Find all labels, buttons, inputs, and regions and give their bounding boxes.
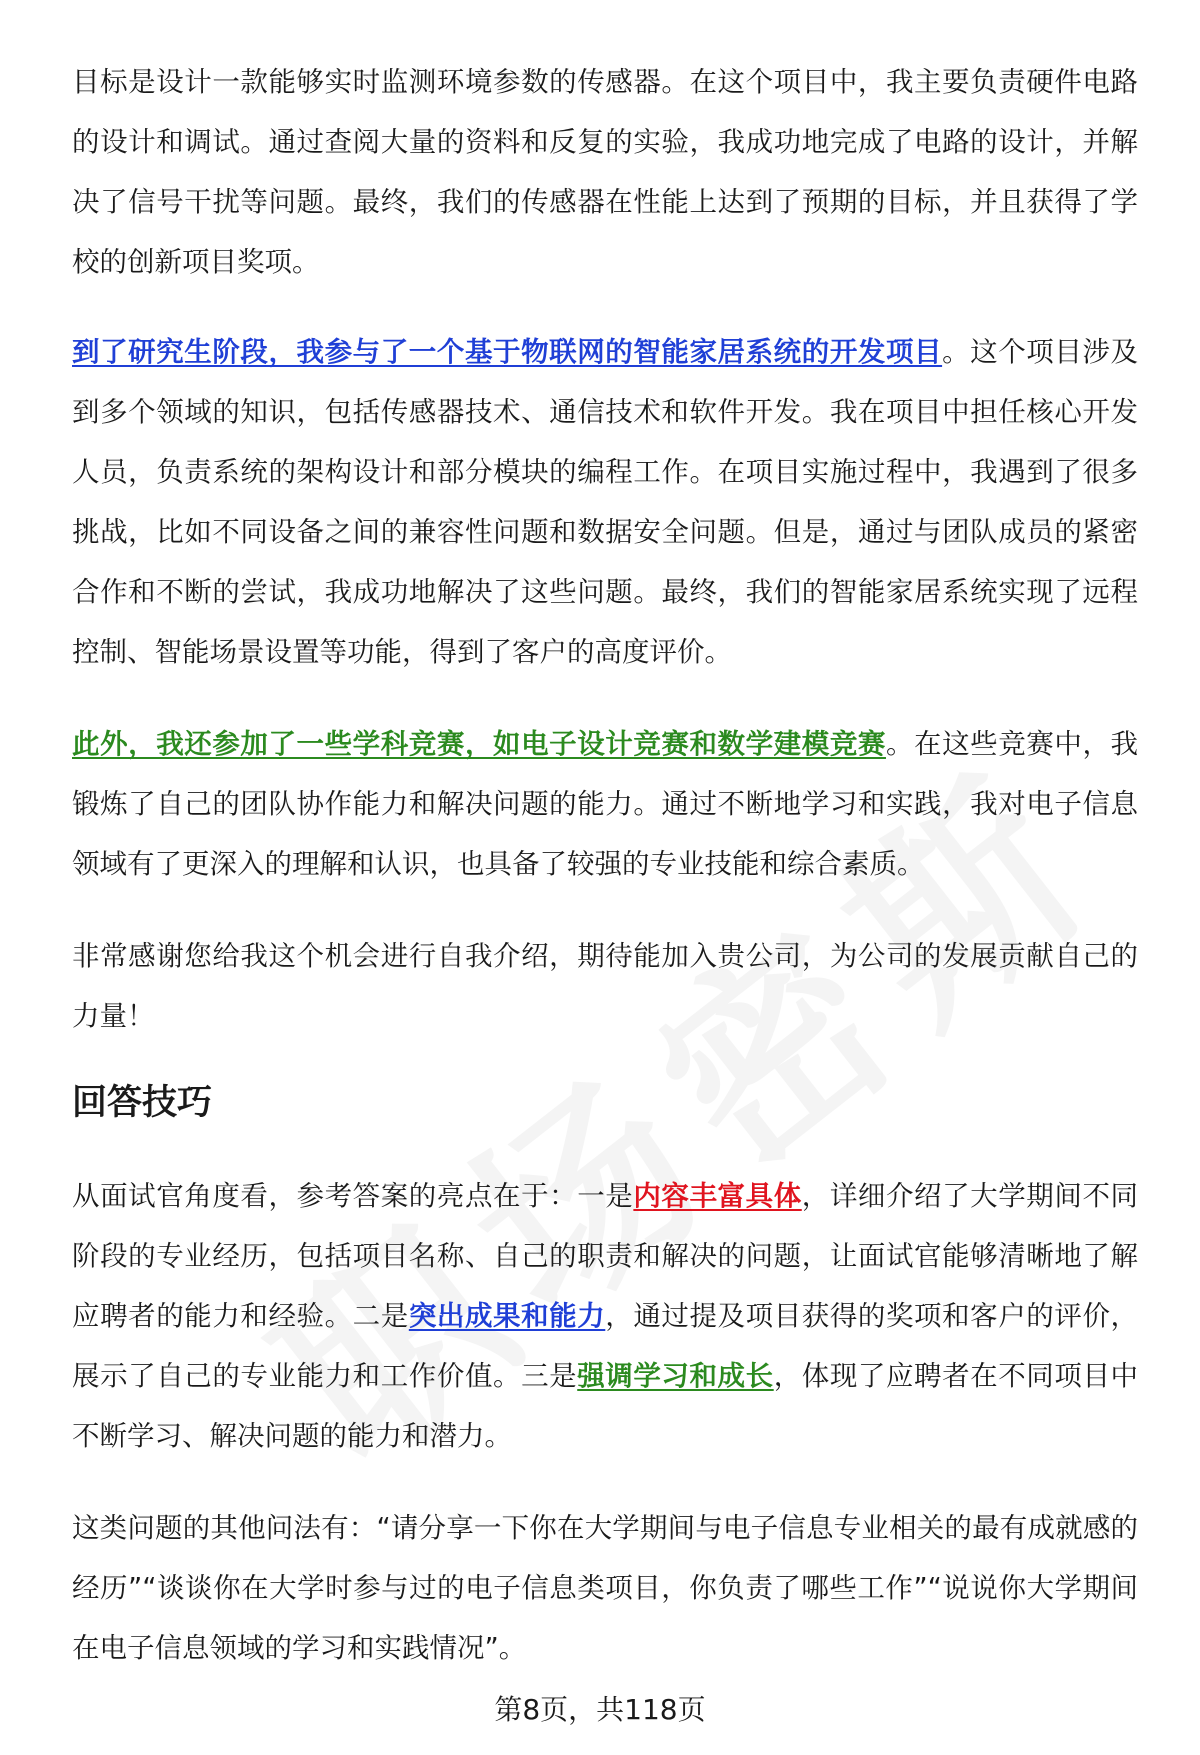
paragraph-competitions-text: 。在这些竞赛中，我锻炼了自己的团队协作能力和解决问题的能力。通过不断地学习和实践，我对电子信息领域有了更深入的理解和认识，也具备了较强的专业技能和综合素质。 [72,728,1139,880]
paragraph-competitions [72,714,1138,894]
paragraph-graduate-project [72,322,1138,682]
highlight-learning: 强调学习和成长 [577,1360,774,1392]
paragraph-sensor-project: 目标是设计一款能够实时监测环境参数的传感器。在这个项目中，我主要负责硬件电路的设计和调试。通过查阅大量的资料和反复的实验，我成功地完成了电路的设计，并解决了信号干扰等问题。最终，我们的传感器在性能上达到了预期的目标，并且获得了学校的创新项目奖项。 [72,66,1138,278]
highlight-competitions: 此外，我还参加了一些学科竞赛，如电子设计竞赛和数学建模竞赛 [72,728,886,760]
paragraph-alternative-questions: 这类问题的其他问法有：“请分享一下你在大学期间与电子信息专业相关的最有成就感的经历”“谈谈你在大学时参与过的电子信息类项目，你负责了哪些工作”“说说你大学期间在电子信息领域的学习和实践情况”。 [72,1512,1138,1664]
tips-text-c: ，通过提及项目获得的奖项和客户的评价，展示了自己的专业能力和工作价值。三是 [72,1300,1139,1392]
page-number-footer: 第8页，共118页 [494,1693,706,1726]
tips-text-d: ，体现了应聘者在不同项目中不断学习、解决问题的能力和潜力。 [72,1360,1139,1452]
paragraph-closing: 非常感谢您给我这个机会进行自我介绍，期待能加入贵公司，为公司的发展贡献自己的力量！ [72,940,1138,1032]
paragraph-graduate-text: 。这个项目涉及到多个领域的知识，包括传感器技术、通信技术和软件开发。我在项目中担任核心开发人员，负责系统的架构设计和部分模块的编程工作。在项目实施过程中，我遇到了很多挑战，比如不同设备之间的兼容性问题和数据安全问题。但是，通过与团队成员的紧密合作和不断的尝试，我成功地解决了这些问题。最终，我们的智能家居系统实现了远程控制、智能场景设置等功能，得到了客户的高度评价。 [72,336,1138,668]
highlight-graduate-project: 到了研究生阶段，我参与了一个基于物联网的智能家居系统的开发项目 [72,336,943,368]
highlight-rich-content: 内容丰富具体 [633,1180,802,1212]
document-page [72,52,1138,1710]
tips-text-a: 从面试官角度看，参考答案的亮点在于：一是 [72,1180,634,1212]
section-title-answer-tips: 回答技巧 [72,1083,213,1123]
highlight-achievements: 突出成果和能力 [408,1300,606,1332]
tips-text-b: ，详细介绍了大学期间不同阶段的专业经历，包括项目名称、自己的职责和解决的问题，让面试官能够清晰地了解应聘者的能力和经验。二是 [72,1180,1139,1332]
paragraph-tips-analysis [72,1166,1138,1466]
